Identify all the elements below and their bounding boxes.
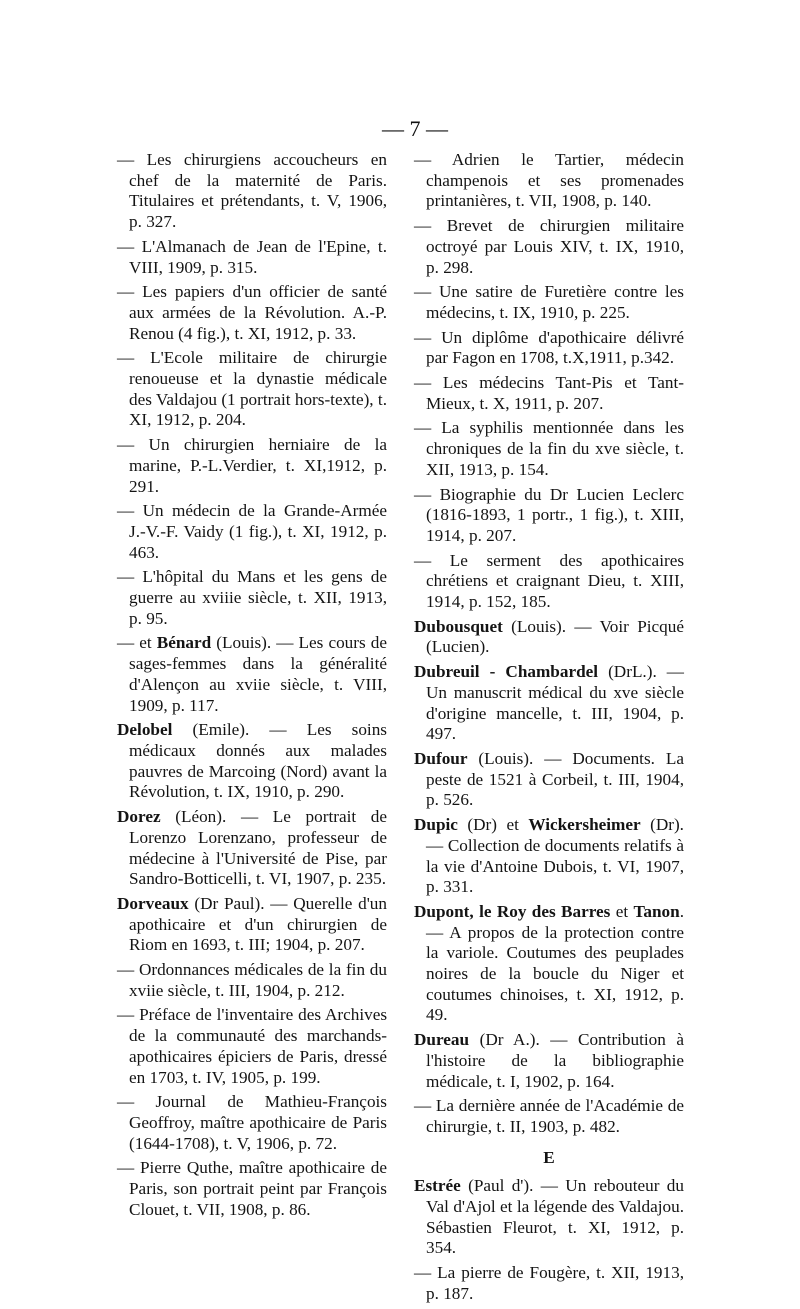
entry-lead: — [414,282,439,302]
bibliography-entry [117,567,387,629]
entry-lead: — [414,1263,438,1283]
bibliography-entry [414,328,684,369]
entry-text: L'Ecole militaire de chirurgie renoueuse et la dynastie médicale des Valdajou (1 portrait hors-texte), t. XI, 1912, p. 204. [129,348,387,430]
section-letter-heading: E [543,1147,555,1167]
bibliography-entry [117,237,387,278]
entry-lead: — [117,1005,140,1025]
bibliography-entry [117,894,387,956]
bibliography-entry [414,815,684,898]
entry-text: (Louis). — Voir Picqué (Lucien). [426,616,684,657]
bibliography-entry [414,749,684,811]
entry-text: (Emile). — Les soins médicaux donnés aux malades pauvres de Marcoing (Nord) avant la Révolution, t. IX, 1910, p. 290. [129,720,387,802]
bibliography-entry [117,807,387,890]
entry-lead: — [414,373,443,393]
bibliography-entry [117,1005,387,1088]
author-name: Dubousquet [414,616,503,636]
bibliography-entry [117,150,387,233]
entry-text: Le serment des apothicaires chrétiens et craignant Dieu, t. XIII, 1914, p. 152, 185. [426,550,685,612]
entry-text: (Dr) et [457,815,529,835]
entry-text: La pierre de Fougère, t. XII, 1913, p. 187. [426,1263,684,1303]
bibliography-entry [117,633,387,716]
entry-text: Biographie du Dr Lucien Leclerc (1816-1893, 1 portr., 1 fig.), t. XIII, 1914, p. 207. [426,484,684,545]
entry-text: L'hôpital du Mans et les gens de guerre au xviiie siècle, t. XII, 1913, p. 95. [129,567,387,628]
entry-lead: — [117,1092,156,1112]
entry-text: (Léon). — Le portrait de Lorenzo Lorenzano, professeur de médecine à l'Université de Pise, par Sandro-Botticelli, t. VI, 1907, p. 235. [129,807,387,889]
author-name: Dorez [117,807,161,827]
entry-text: La syphilis mentionnée dans les chroniques de la fin du xve siècle, t. XII, 1913, p. 154. [426,418,685,479]
entry-lead: — [414,327,442,347]
entry-text: (Louis). — Les cours de sages-femmes dans la généralité d'Alençon au xviie siècle, t. VIII, 1909, p. 117. [129,633,387,715]
entry-text: Les papiers d'un officier de santé aux armées de la Révolution. A.-P. Renou (4 fig.), t. XI, 1912, p. 33. [129,282,387,343]
entry-lead: — [117,1158,140,1178]
bibliography-entry [414,485,684,547]
bibliography-entry [117,348,387,431]
entry-text: Adrien le Tartier, médecin champenois et ses promenades printanières, t. VII, 1908, p. 140. [426,150,684,211]
bibliography-entry [414,216,684,278]
bibliography-entry [117,435,387,497]
entry-text: L'Almanach de Jean de l'Epine, t. VIII, 1909, p. 315. [129,236,388,277]
entry-lead: — [117,348,151,368]
author-name: Bénard [156,633,212,653]
author-name: Tanon [633,901,680,921]
bibliography-entry [117,501,387,563]
entry-text: Préface de l'inventaire des Archives de la communauté des marchands-apothicaires épiciers de Paris, dressé en 1703, t. IV, 1905, p. 199. [129,1005,388,1087]
bibliography-entry [414,418,684,480]
author-name: Delobel [117,720,173,740]
entry-text: . — A propos de la protection contre la variole. Coutumes des peuplades noires de la boucle du Niger et coutumes chinoises, t. XI, 1912, p. 49. [426,901,685,1025]
bibliography-entry [117,720,387,803]
entry-lead: — [414,1096,436,1116]
bibliography-entry [414,1030,684,1092]
bibliography-entry [414,282,684,323]
entry-lead: — [414,484,440,504]
author-name: Dupic [414,815,458,835]
bibliography-entry [414,1176,684,1259]
bibliography-entry [414,1096,684,1137]
entry-text: (Dr A.). — Contribution à l'histoire de la bibliographie médicale, t. I, 1902, p. 164. [426,1030,684,1091]
entry-lead: — [117,567,143,587]
bibliography-entry [117,1092,387,1154]
bibliography-entry [414,902,684,1026]
author-name: Wickersheimer [528,815,641,835]
entry-lead: — [414,550,450,570]
entry-text: Pierre Quthe, maître apothicaire de Paris, son portrait peint par François Clouet, t. VII, 1908, p. 86. [129,1158,388,1219]
entry-lead: — [117,236,142,256]
entry-lead: — [117,282,143,302]
entry-text: Journal de Mathieu-François Geoffroy, maître apothicaire de Paris (1644-1708), t. V, 1906, p. 72. [129,1092,387,1153]
left-column [117,150,387,1224]
bibliography-entry [414,551,684,613]
entry-text: Un chirurgien herniaire de la marine, P.-L.Verdier, t. XI,1912, p. 291. [129,435,387,496]
entry-text: Un médecin de la Grande-Armée J.-V.-F. Vaidy (1 fig.), t. XI, 1912, p. 463. [129,501,388,562]
entry-text: (Louis). — Documents. La peste de 1521 à Corbeil, t. III, 1904, p. 526. [426,748,684,810]
entry-text: (Dr Paul). — Querelle d'un apothicaire et d'un chirurgien de Riom en 1693, t. III; 1904, p. 207. [129,893,387,955]
bibliography-entry [414,1263,684,1304]
right-column [414,150,684,1309]
entry-text: Brevet de chirurgien militaire octroyé par Louis XIV, t. IX, 1910, p. 298. [426,216,684,277]
bibliography-entry [414,617,684,658]
entry-text: Un diplôme d'apothicaire délivré par Fagon en 1708, t.X,1911, p.342. [426,327,685,368]
entry-text: Les médecins Tant-Pis et Tant-Mieux, t. X, 1911, p. 207. [426,373,684,413]
entry-lead: — [414,418,442,438]
bibliography-entry [414,373,684,414]
entry-lead: — et [117,633,157,653]
author-name: Dufour [414,748,468,768]
author-name: Estrée [414,1176,461,1196]
bibliography-entry [414,662,684,745]
entry-lead: — [117,960,139,980]
entry-text: (Paul d'). — Un rebouteur du Val d'Ajol et la légende des Valdajou. Sébastien Fleurot, t. XI, 1912, p. 354. [426,1176,684,1258]
entry-lead: — [117,501,143,521]
bibliography-entry [117,282,387,344]
author-name: Dorveaux [117,893,189,913]
entry-lead: — [117,150,147,169]
bibliography-entry [117,1158,387,1220]
bibliography-entry [414,150,684,212]
entry-text: La dernière année de l'Académie de chirurgie, t. II, 1903, p. 482. [426,1096,685,1136]
bibliography-entry [117,960,387,1001]
author-name: Dubreuil - Chambardel [414,662,599,682]
entry-lead: — [117,435,149,455]
entry-text: Ordonnances médicales de la fin du xviie siècle, t. III, 1904, p. 212. [129,960,387,1000]
author-name: Dureau [414,1030,470,1050]
entry-text: Une satire de Furetière contre les médecins, t. IX, 1910, p. 225. [426,282,684,322]
entry-lead: — [414,216,447,236]
entry-lead: — [414,150,452,169]
entry-text: (DrL.). — Un manuscrit médical du xve siècle d'origine mancelle, t. III, 1904, p. 497. [426,662,684,744]
entry-text: Les chirurgiens accoucheurs en chef de la maternité de Paris. Titulaires et prétendants, t. V, 1906, p. 327. [129,150,388,232]
entry-text: et [610,901,634,921]
author-name: Dupont, le Roy des Barres [414,901,611,921]
page-number: — 7 — [382,116,448,141]
entry-text: (Dr). — Collection de documents relatifs à la vie d'Antoine Dubois, t. VI, 1907, p. 331. [426,815,684,897]
